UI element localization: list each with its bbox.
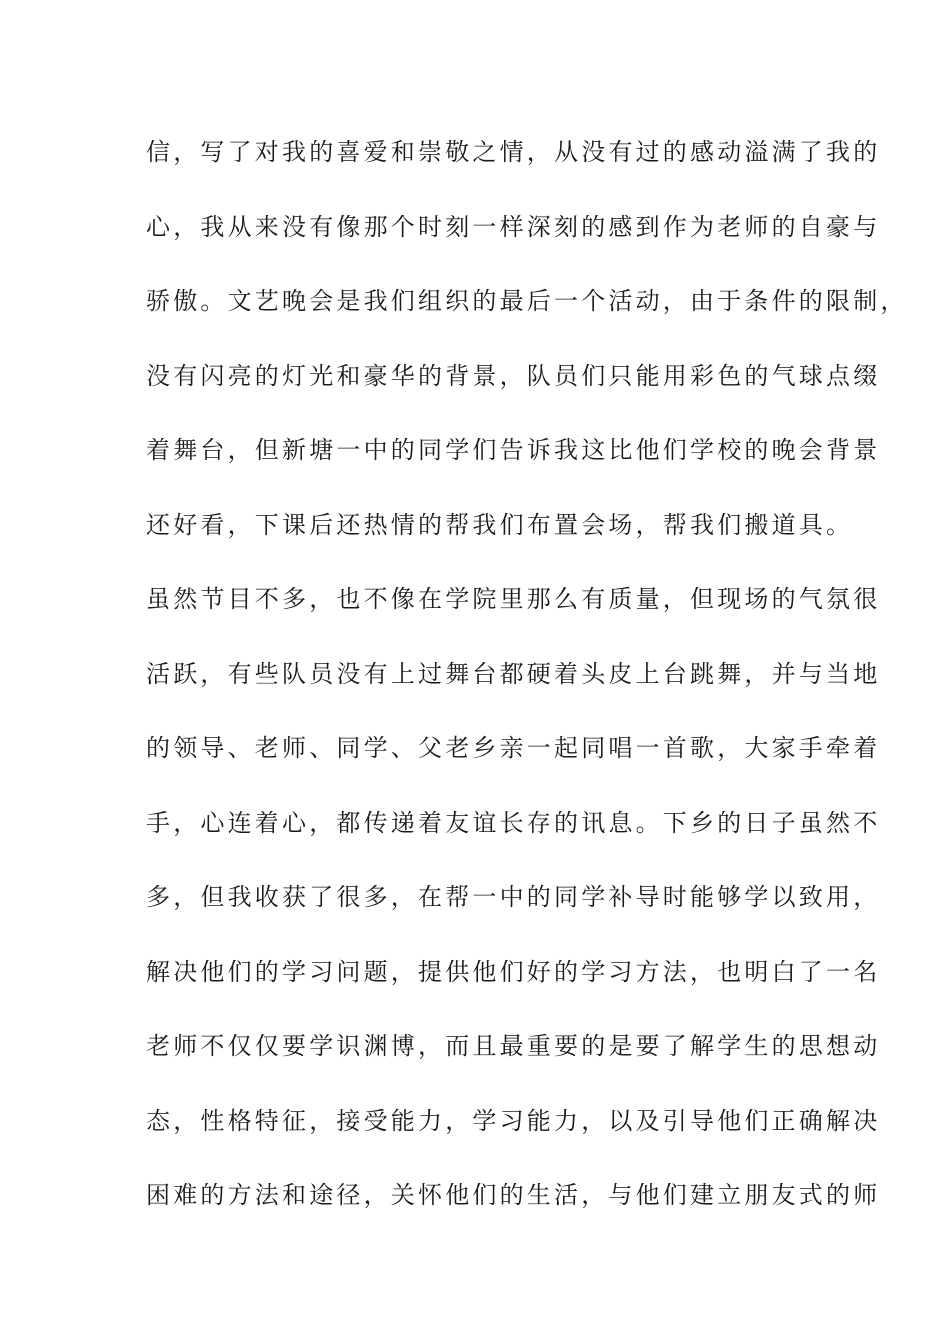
text-line-7: 虽然节目不多，也不像在学院里那么有质量，但现场的气氛很 [146,585,881,613]
text-line-4: 没有闪亮的灯光和豪华的背景，队员们只能用彩色的气球点缀 [146,361,881,390]
text-line-5: 着舞台，但新塘一中的同学们告诉我这比他们学校的晚会背景 [146,436,881,464]
text-line-6: 还好看，下课后还热情的帮我们布置会场，帮我们搬道具。 [146,510,854,539]
text-line-13: 老师不仅仅要学识渊博，而且最重要的是要了解学生的思想动 [146,1032,881,1060]
text-line-3: 骄傲。文艺晚会是我们组织的最后一个活动，由于条件的限制， [146,287,908,315]
text-line-11: 多，但我收获了很多，在帮一中的同学补导时能够学以致用， [146,883,881,911]
text-line-12: 解决他们的学习问题，提供他们好的学习方法，也明白了一名 [146,957,881,986]
text-line-8: 活跃，有些队员没有上过舞台都硬着头皮上台跳舞，并与当地 [146,659,881,688]
text-line-14: 态，性格特征，接受能力，学习能力，以及引导他们正确解决 [146,1106,881,1135]
text-line-2: 心，我从来没有像那个时刻一样深刻的感到作为老师的自豪与 [146,212,881,241]
text-line-1: 信，写了对我的喜爱和崇敬之情，从没有过的感动溢满了我的 [146,138,881,166]
text-line-10: 手，心连着心，都传递着友谊长存的讯息。下乡的日子虽然不 [146,808,881,837]
text-line-15: 困难的方法和途径，关怀他们的生活，与他们建立朋友式的师 [146,1181,881,1209]
text-line-9: 的领导、老师、同学、父老乡亲一起同唱一首歌，大家手牵着 [146,734,881,762]
body-text [146,132,908,1250]
